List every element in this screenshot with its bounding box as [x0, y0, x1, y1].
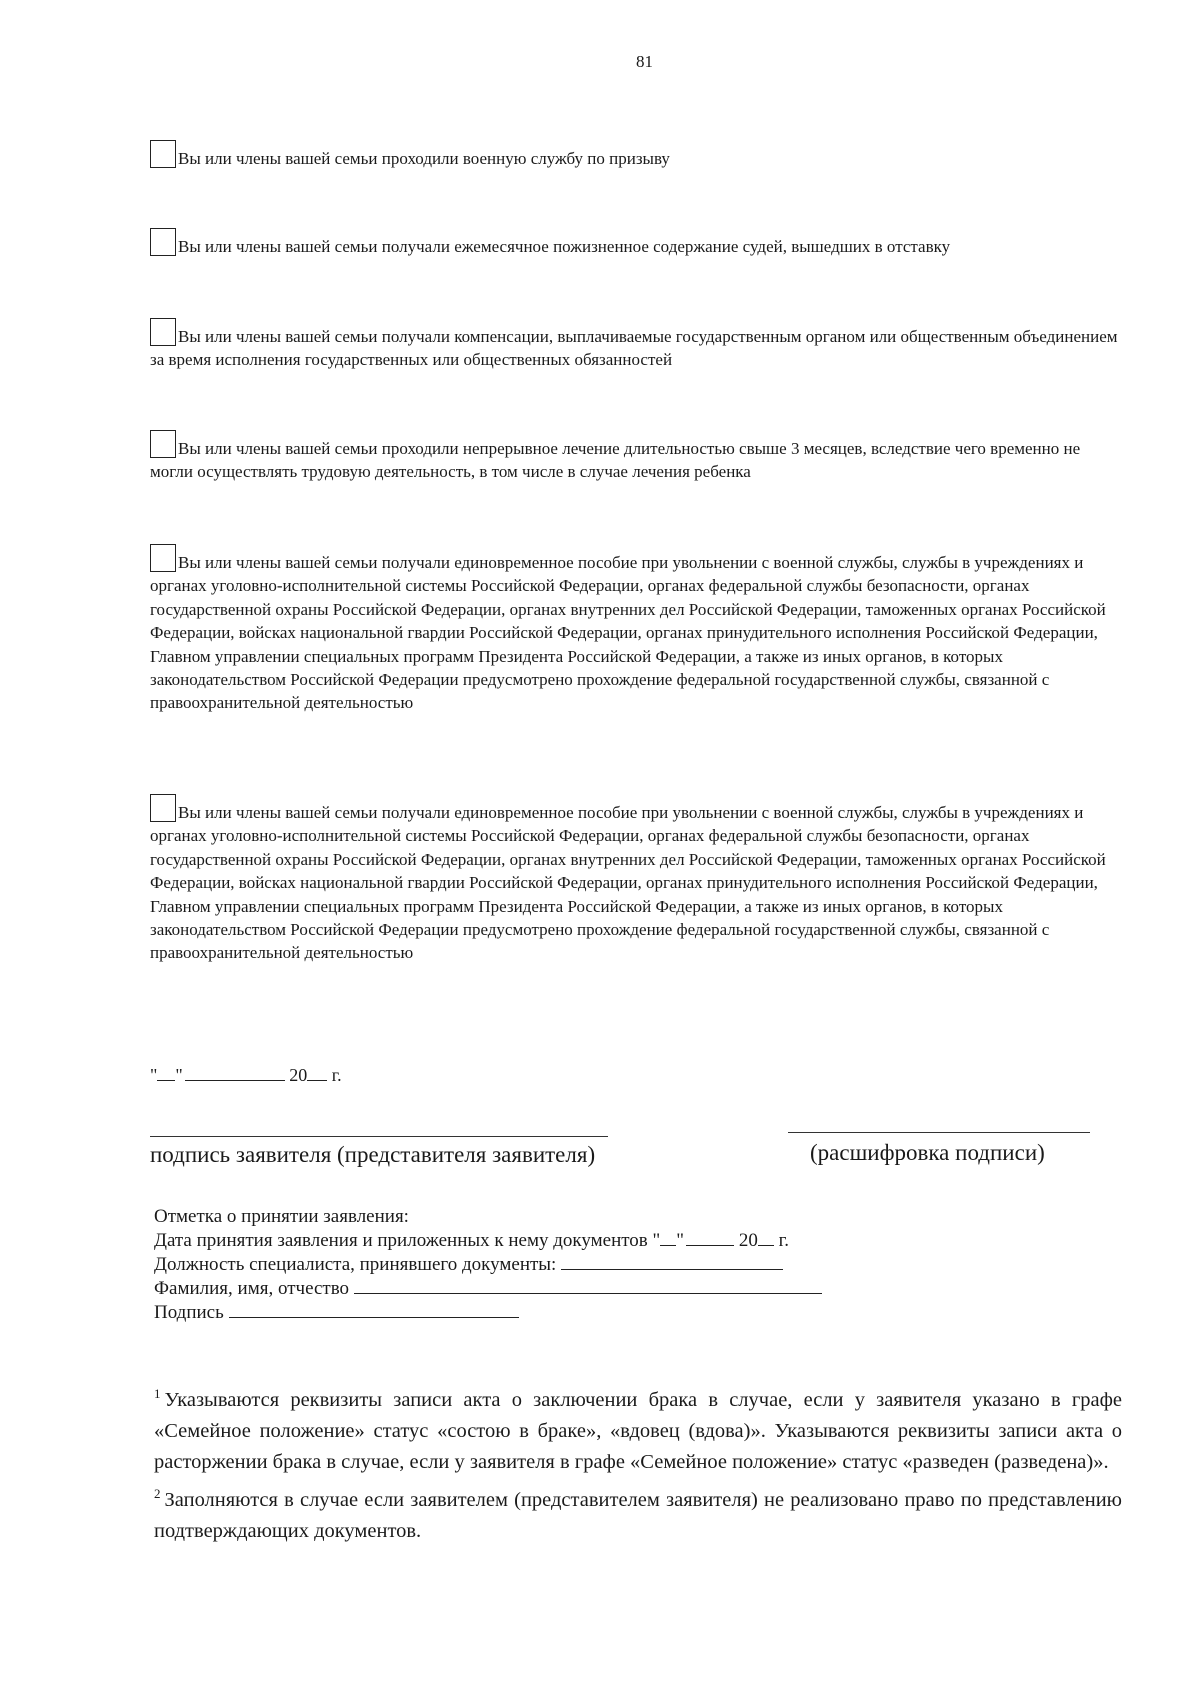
full-name-field[interactable]: [354, 1277, 822, 1294]
checkbox-item-text: Вы или члены вашей семьи проходили непрерывное лечение длительностью свыше 3 месяцев, вследствие чего временно не могли осуществлять трудовую деятельность, в том числе в случае лечения ребенка: [150, 439, 1081, 482]
footnote-mark: 1: [154, 1386, 161, 1401]
checkbox-item-compensation: [150, 318, 1125, 372]
checkbox[interactable]: [150, 318, 176, 346]
acceptance-month-blank[interactable]: [686, 1229, 734, 1246]
applicant-signature-line[interactable]: [150, 1136, 608, 1137]
day-blank[interactable]: [157, 1064, 175, 1081]
checkbox[interactable]: [150, 430, 176, 458]
signature-decoding-label: (расшифровка подписи): [810, 1140, 1045, 1165]
applicant-signature-label: подпись заявителя (представителя заявителя): [150, 1142, 596, 1167]
footnote-text: Указываются реквизиты записи акта о заключении брака в случае, если у заявителя указано в графе «Семейное положение» статус «состою в браке», «вдовец (вдова)». Указываются реквизиты записи акта о расторжении брака в случае, если у заявителя в графе «Семейное положение» статус «разведен (разведена)».: [154, 1389, 1122, 1473]
signature-field[interactable]: [229, 1301, 519, 1318]
acceptance-date-row: Дата принятия заявления и приложенных к нему документов " " 20 г.: [154, 1230, 789, 1251]
acceptance-year-blank[interactable]: [758, 1229, 774, 1246]
month-blank[interactable]: [185, 1064, 285, 1081]
checkbox-item-text: Вы или члены вашей семьи получали единовременное пособие при увольнении с военной службы, службы в учреждениях и органах уголовно-исполнительной системы Российской Федерации, органах федеральной службы безопасности, органах государственной охраны Российской Федерации, органах внутренних дел Российской Федерации, таможенных органах Российской Федерации, войсках национальной гвардии Российской Федерации, органах принудительного исполнения Российской Федерации, Главном управлении специальных программ Президента Российской Федерации, а также из иных органов, в которых законодательством Российской Федерации предусмотрено прохождение федеральной государственной службы, связанной с правоохранительной деятельностью: [150, 803, 1106, 963]
footnote: [154, 1378, 1122, 1478]
acceptance-name-row: Фамилия, имя, отчество: [154, 1277, 914, 1301]
checkbox-item-military-conscription: [150, 140, 1125, 170]
position-field[interactable]: [561, 1253, 783, 1270]
checkbox-item-text: Вы или члены вашей семьи получали единовременное пособие при увольнении с военной службы, службы в учреждениях и органах уголовно-исполнительной системы Российской Федерации, органах федеральной службы безопасности, органах государственной охраны Российской Федерации, органах внутренних дел Российской Федерации, таможенных органах Российской Федерации, войсках национальной гвардии Российской Федерации, органах принудительного исполнения Российской Федерации, Главном управлении специальных программ Президента Российской Федерации, а также из иных органов, в которых законодательством Российской Федерации предусмотрено прохождение федеральной государственной службы, связанной с правоохранительной деятельностью: [150, 553, 1106, 713]
checkbox-item-text: Вы или члены вашей семьи получали ежемесячное пожизненное содержание судей, вышедших в отставку: [178, 237, 951, 256]
page-number: 81: [636, 52, 653, 71]
checkbox-item-discharge-allowance: [150, 544, 1125, 715]
checkbox-item-text: Вы или члены вашей семьи проходили военную службу по призыву: [178, 149, 670, 168]
checkbox-item-text: Вы или члены вашей семьи получали компенсации, выплачиваемые государственным органом или общественным объединением за время исполнения государственных или общественных обязанностей: [150, 327, 1118, 370]
acceptance-note: [154, 1205, 914, 1325]
checkbox[interactable]: [150, 140, 176, 168]
footnote-text: Заполняются в случае если заявителем (представителем заявителя) не реализовано право по представлению подтверждающих документов.: [154, 1489, 1122, 1542]
acceptance-signature-row: Подпись: [154, 1301, 914, 1325]
checkbox[interactable]: [150, 228, 176, 256]
checkbox[interactable]: [150, 544, 176, 572]
footnote-mark: 2: [154, 1486, 161, 1501]
acceptance-position-row: Должность специалиста, принявшего документы:: [154, 1253, 914, 1277]
checkbox-item-long-treatment: [150, 430, 1125, 484]
footnotes: [154, 1378, 1122, 1547]
signature-decoding-line[interactable]: [788, 1132, 1090, 1133]
acceptance-day-blank[interactable]: [660, 1229, 676, 1246]
footnote: [154, 1478, 1122, 1547]
checkbox-item-judge-pension: [150, 228, 1125, 258]
checkbox-item-discharge-allowance-2: [150, 794, 1125, 965]
date-line: " " 20 г.: [150, 1065, 342, 1085]
acceptance-heading: Отметка о принятии заявления:: [154, 1206, 409, 1227]
checkbox[interactable]: [150, 794, 176, 822]
year-blank[interactable]: [307, 1064, 327, 1081]
